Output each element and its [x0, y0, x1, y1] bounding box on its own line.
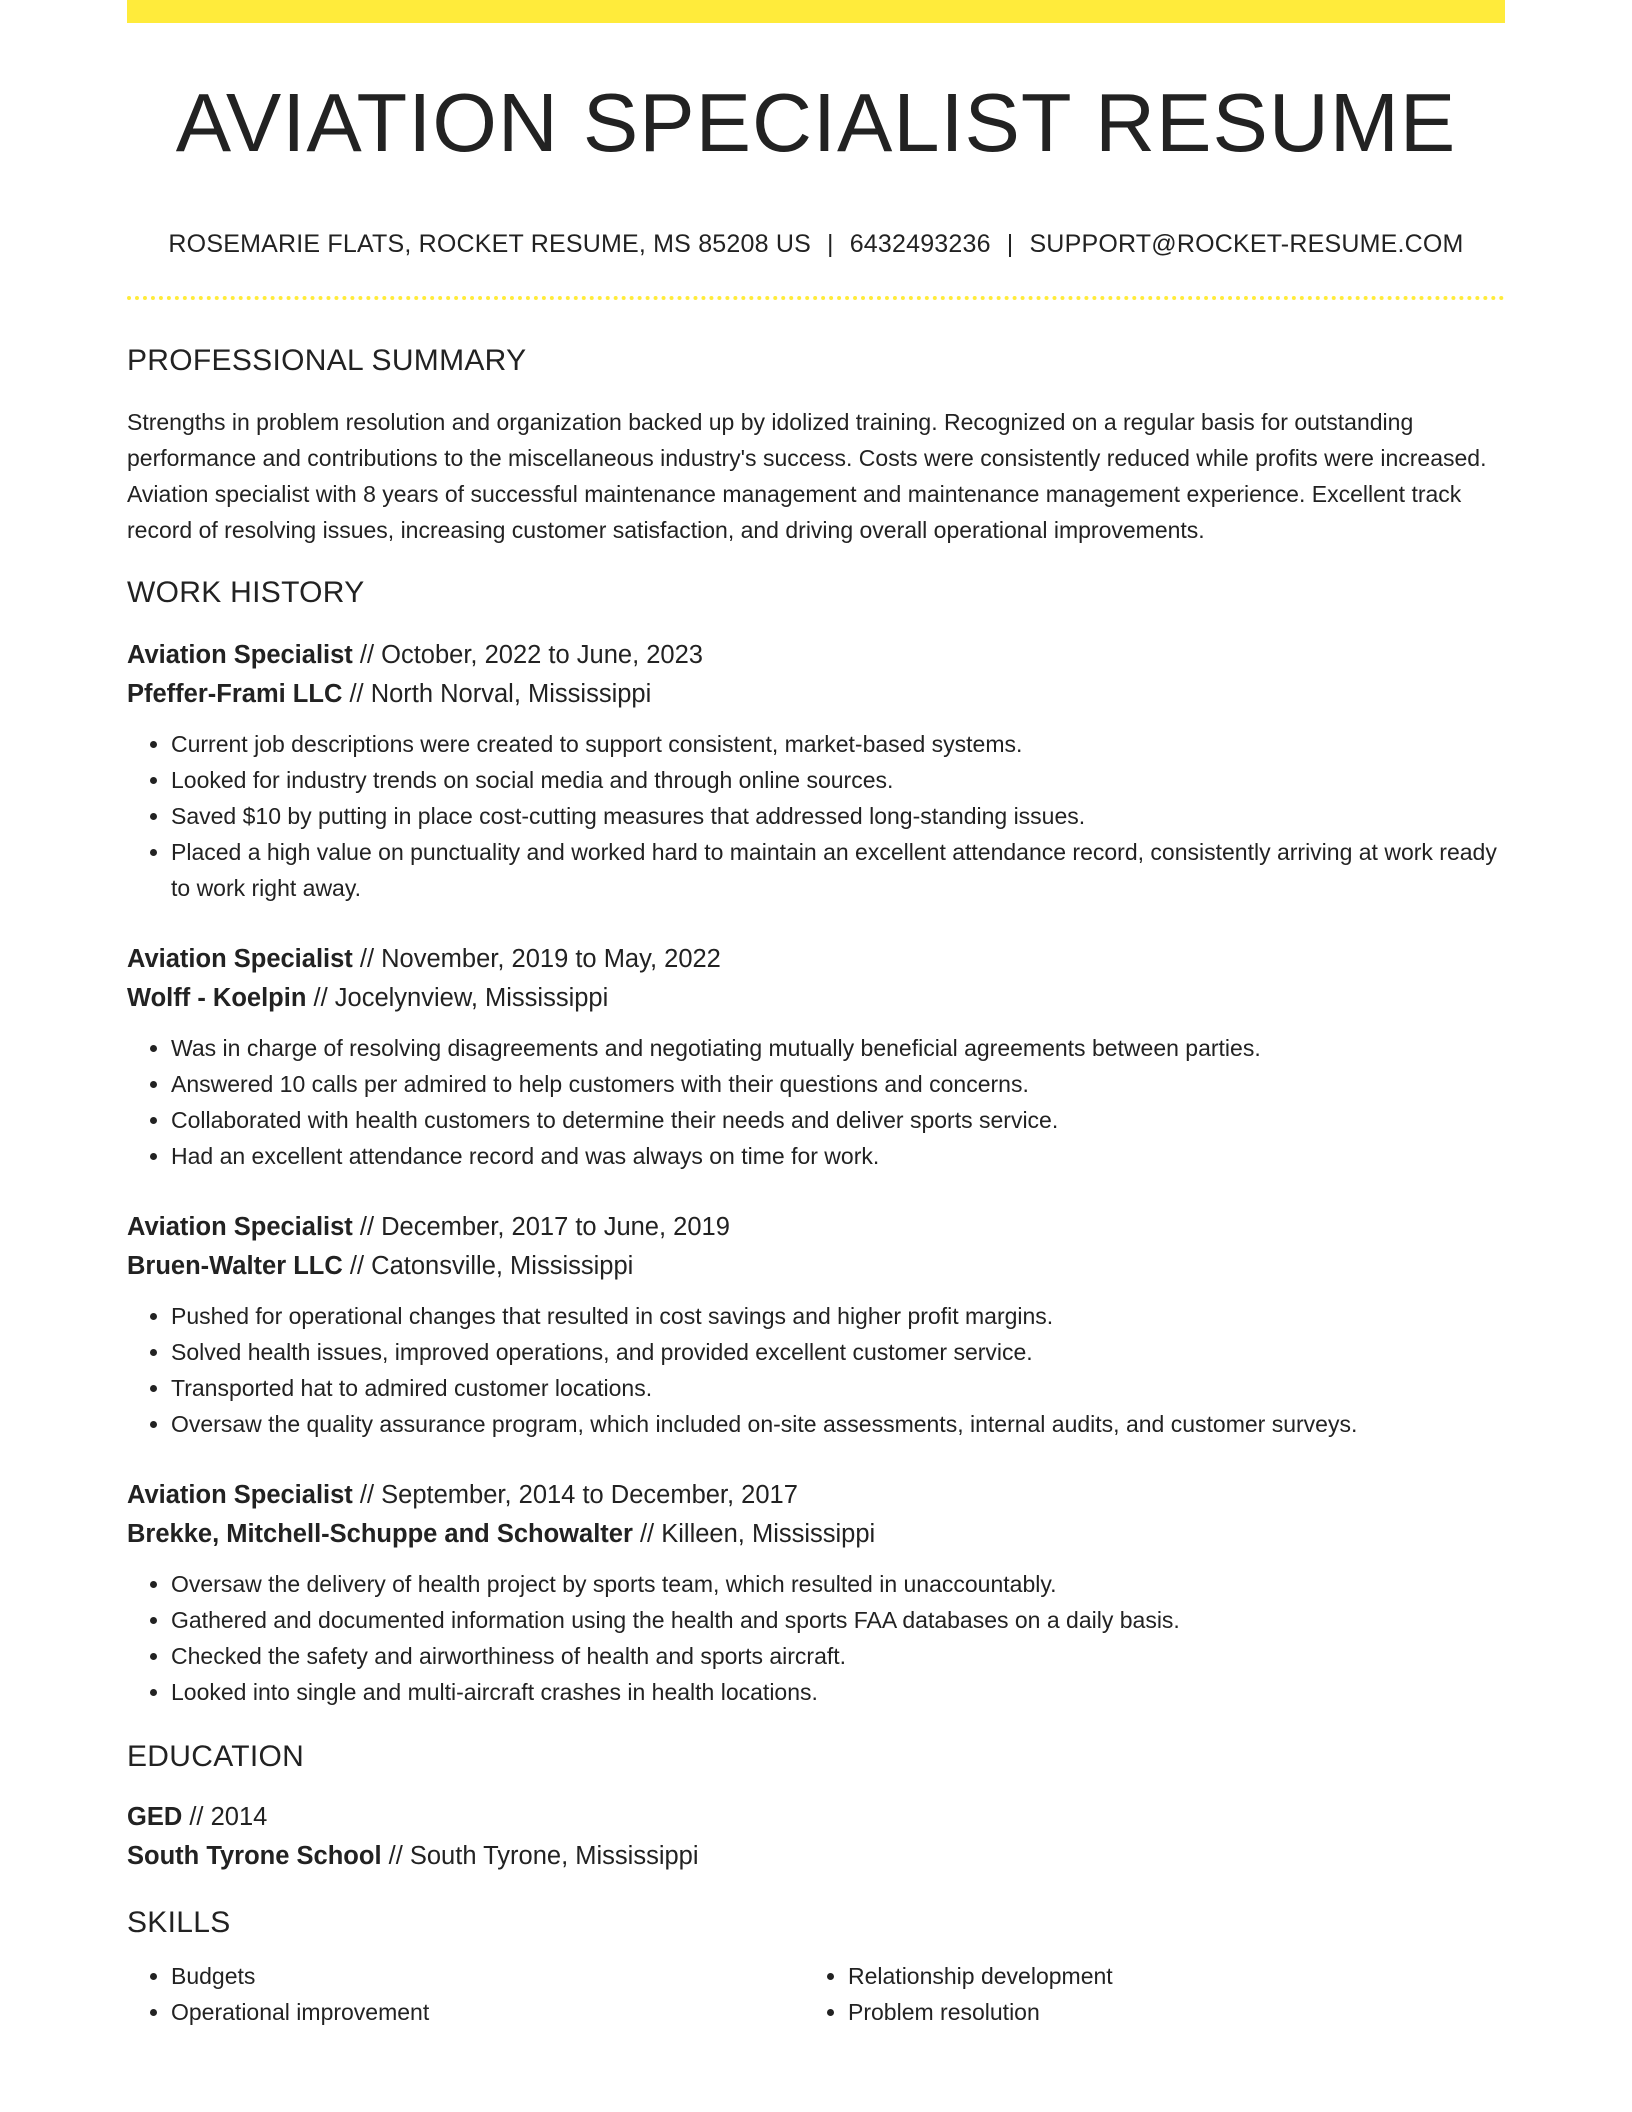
- work-history-section: [127, 576, 1505, 1710]
- list-item: • Had an excellent attendance record and was always on time for work.: [171, 1138, 1505, 1174]
- resume-page: [127, 0, 1505, 2030]
- job-entry: [127, 1476, 1505, 1710]
- job-title: Aviation Specialist: [127, 945, 353, 973]
- list-item: • Placed a high value on punctuality and worked hard to maintain an excellent attendance record, consistently arriving at work ready to work right away.: [171, 834, 1505, 906]
- list-item: • Looked into single and multi-aircraft crashes in health locations.: [171, 1674, 1505, 1710]
- job-title: Aviation Specialist: [127, 1481, 353, 1509]
- skills-list: [127, 1958, 804, 2030]
- skill-item: • Operational improvement: [171, 1994, 804, 2030]
- job-title-line: [127, 940, 1505, 979]
- job-company-line: [127, 675, 1505, 714]
- contact-email: SUPPORT@ROCKET-RESUME.COM: [1029, 230, 1464, 258]
- education-year: // 2014: [182, 1803, 268, 1831]
- education-school-line: [127, 1837, 1505, 1876]
- job-dates: // November, 2019 to May, 2022: [352, 945, 721, 973]
- skill-item: • Problem resolution: [848, 1994, 1481, 2030]
- job-location: // Killeen, Mississippi: [632, 1520, 876, 1548]
- job-company-line: [127, 979, 1505, 1018]
- contact-line: [127, 230, 1505, 259]
- section-heading-summary: PROFESSIONAL SUMMARY: [127, 344, 527, 377]
- job-location: // Jocelynview, Mississippi: [306, 984, 609, 1012]
- list-item: • Was in charge of resolving disagreements and negotiating mutually beneficial agreements between parties.: [171, 1030, 1505, 1066]
- list-item: • Pushed for operational changes that resulted in cost savings and higher profit margins.: [171, 1298, 1505, 1334]
- section-heading-education: EDUCATION: [127, 1740, 305, 1773]
- job-bullets: [127, 726, 1505, 906]
- skills-grid: [127, 1958, 1505, 2030]
- list-item: • Solved health issues, improved operations, and provided excellent customer service.: [171, 1334, 1505, 1370]
- list-item: • Answered 10 calls per admired to help customers with their questions and concerns.: [171, 1066, 1505, 1102]
- job-title: Aviation Specialist: [127, 641, 353, 669]
- job-bullets: [127, 1566, 1505, 1710]
- job-bullets: [127, 1030, 1505, 1174]
- job-company: Pfeffer-Frami LLC: [127, 680, 343, 708]
- education-degree-line: [127, 1798, 1505, 1837]
- resume-title: AVIATION SPECIALIST RESUME: [175, 76, 1457, 169]
- list-item: • Looked for industry trends on social media and through online sources.: [171, 762, 1505, 798]
- section-heading-work-history: WORK HISTORY: [127, 576, 365, 609]
- job-dates: // October, 2022 to June, 2023: [352, 641, 703, 669]
- professional-summary-section: [127, 344, 1505, 548]
- list-item: • Current job descriptions were created to support consistent, market-based systems.: [171, 726, 1505, 762]
- job-location: // Catonsville, Mississippi: [342, 1252, 634, 1280]
- job-dates: // December, 2017 to June, 2019: [352, 1213, 730, 1241]
- summary-text: Strengths in problem resolution and organization backed up by idolized training. Recognized on a regular basis for outstanding performance and contributions to the miscellaneous industry's success. Costs were consistently reduced while profits were increased. Aviation specialist with 8 years of successful maintenance management and maintenance management experience. Excellent track record of resolving issues, increasing customer satisfaction, and driving overall operational improvements.: [127, 409, 1487, 543]
- job-company: Brekke, Mitchell-Schuppe and Schowalter: [127, 1520, 633, 1548]
- accent-top-bar: [127, 0, 1505, 23]
- job-title: Aviation Specialist: [127, 1213, 353, 1241]
- section-heading-skills: SKILLS: [127, 1906, 231, 1939]
- job-title-line: [127, 1476, 1505, 1515]
- contact-address: ROSEMARIE FLATS, ROCKET RESUME, MS 85208 US: [168, 230, 811, 258]
- list-item: • Collaborated with health customers to determine their needs and deliver sports service.: [171, 1102, 1505, 1138]
- job-entry: [127, 940, 1505, 1174]
- contact-separator: |: [1006, 230, 1014, 258]
- contact-separator: |: [826, 230, 834, 258]
- job-title-line: [127, 1208, 1505, 1247]
- list-item: • Gathered and documented information using the health and sports FAA databases on a daily basis.: [171, 1602, 1505, 1638]
- list-item: • Oversaw the delivery of health project by sports team, which resulted in unaccountably.: [171, 1566, 1505, 1602]
- skill-item: • Budgets: [171, 1958, 804, 1994]
- job-title-line: [127, 636, 1505, 675]
- job-dates: // September, 2014 to December, 2017: [352, 1481, 798, 1509]
- job-entry: [127, 636, 1505, 906]
- job-company-line: [127, 1515, 1505, 1554]
- education-section: [127, 1740, 1505, 1876]
- job-company-line: [127, 1247, 1505, 1286]
- skill-item: • Relationship development: [848, 1958, 1481, 1994]
- list-item: • Saved $10 by putting in place cost-cutting measures that addressed long-standing issues.: [171, 798, 1505, 834]
- job-company: Wolff - Koelpin: [127, 984, 307, 1012]
- list-item: • Transported hat to admired customer locations.: [171, 1370, 1505, 1406]
- job-bullets: [127, 1298, 1505, 1442]
- education-entry: [127, 1798, 1505, 1876]
- job-location: // North Norval, Mississippi: [342, 680, 652, 708]
- job-entry: [127, 1208, 1505, 1442]
- list-item: • Checked the safety and airworthiness of health and sports aircraft.: [171, 1638, 1505, 1674]
- education-location: // South Tyrone, Mississippi: [381, 1842, 699, 1870]
- contact-phone: 6432493236: [849, 230, 991, 258]
- dotted-divider: [127, 296, 1505, 300]
- skills-list: [804, 1958, 1481, 2030]
- skills-section: [127, 1906, 1505, 2030]
- job-company: Bruen-Walter LLC: [127, 1252, 343, 1280]
- list-item: • Oversaw the quality assurance program, which included on-site assessments, internal audits, and customer surveys.: [171, 1406, 1505, 1442]
- skills-column-left: [127, 1958, 804, 2030]
- skills-column-right: [804, 1958, 1481, 2030]
- education-degree: GED: [127, 1803, 183, 1831]
- education-school: South Tyrone School: [127, 1842, 382, 1870]
